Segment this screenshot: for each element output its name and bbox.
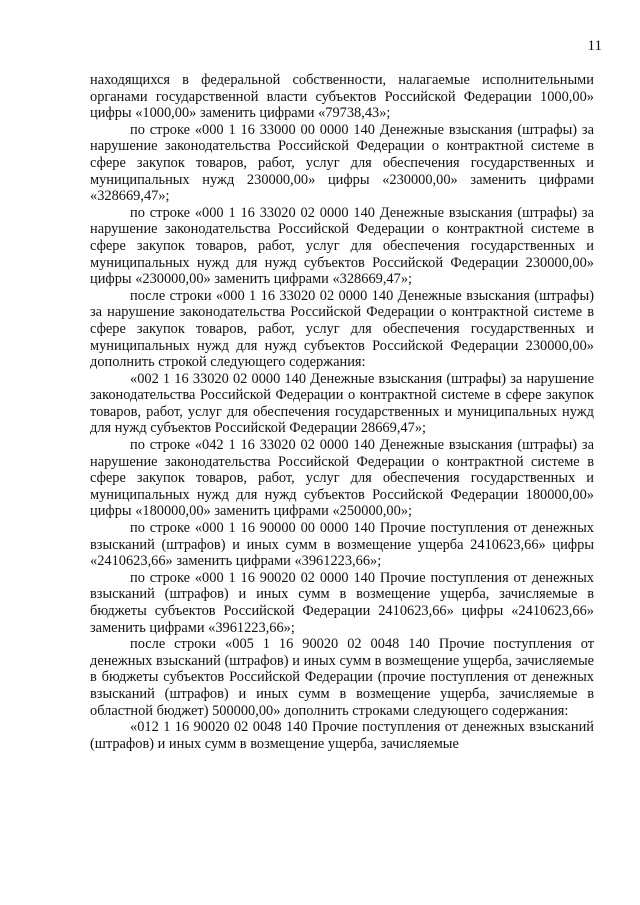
paragraph: по строке «000 1 16 33000 00 0000 140 Денежные взыскания (штрафы) за нарушение законодательства Российской Федерации о контрактной системе в сфере закупок товаров, работ, услуг для обеспечения государственных и муниципальных нужд 230000,00» цифры «230000,00» заменить цифрами «328669,47»; [90, 121, 594, 205]
paragraph: по строке «042 1 16 33020 02 0000 140 Денежные взыскания (штрафы) за нарушение законодательства Российской Федерации о контрактной системе в сфере закупок товаров, работ, услуг для обеспечения государственных и муниципальных нужд для нужд субъектов Российской Федерации 180000,00» цифры «180000,00» заменить цифрами «250000,00»; [90, 437, 594, 520]
paragraph: после строки «005 1 16 90020 02 0048 140 Прочие поступления от денежных взысканий (штрафов) и иных сумм в возмещение ущерба, зачисляемые в бюджеты субъектов Российской Федерации (прочие поступления от денежных взысканий (штрафов) и иных сумм в возмещение ущерба, зачисляемые в областной бюджет) 500000,00» дополнить строками следующего содержания: [90, 636, 594, 719]
paragraph: «012 1 16 90020 02 0048 140 Прочие поступления от денежных взысканий (штрафов) и иных сумм в возмещение ущерба, зачисляемые [90, 719, 594, 752]
page-number: 11 [587, 38, 602, 54]
paragraph: по строке «000 1 16 90000 00 0000 140 Прочие поступления от денежных взысканий (штрафов) и иных сумм в возмещение ущерба 2410623,66» цифры «2410623,66» заменить цифрами «3961223,66»; [90, 520, 594, 570]
paragraph: по строке «000 1 16 33020 02 0000 140 Денежные взыскания (штрафы) за нарушение законодательства Российской Федерации о контрактной системе в сфере закупок товаров, работ, услуг для обеспечения государственных и муниципальных нужд для нужд субъектов Российской Федерации 230000,00» цифры «230000,00» заменить цифрами «328669,47»; [90, 204, 594, 288]
paragraph: «002 1 16 33020 02 0000 140 Денежные взыскания (штрафы) за нарушение законодательства Российской Федерации о контрактной системе в сфере закупок товаров, работ, услуг для обеспечения государственных и муниципальных нужд для нужд субъектов Российской Федерации 28669,47»; [90, 370, 594, 437]
paragraph: по строке «000 1 16 90020 02 0000 140 Прочие поступления от денежных взысканий (штрафов) и иных сумм в возмещение ущерба, зачисляемые в бюджеты субъектов Российской Федерации 2410623,66» цифры «2410623,66» заменить цифрами «3961223,66»; [90, 569, 594, 636]
document-body [90, 72, 594, 752]
paragraph: после строки «000 1 16 33020 02 0000 140 Денежные взыскания (штрафы) за нарушение законодательства Российской Федерации о контрактной системе в сфере закупок товаров, работ, услуг для обеспечения государственных и муниципальных нужд для нужд субъектов Российской Федерации 230000,00» дополнить строкой следующего содержания: [90, 287, 594, 371]
paragraph: находящихся в федеральной собственности, налагаемые исполнительными органами государственной власти субъектов Российской Федерации 1000,00» цифры «1000,00» заменить цифрами «79738,43»; [90, 72, 594, 122]
